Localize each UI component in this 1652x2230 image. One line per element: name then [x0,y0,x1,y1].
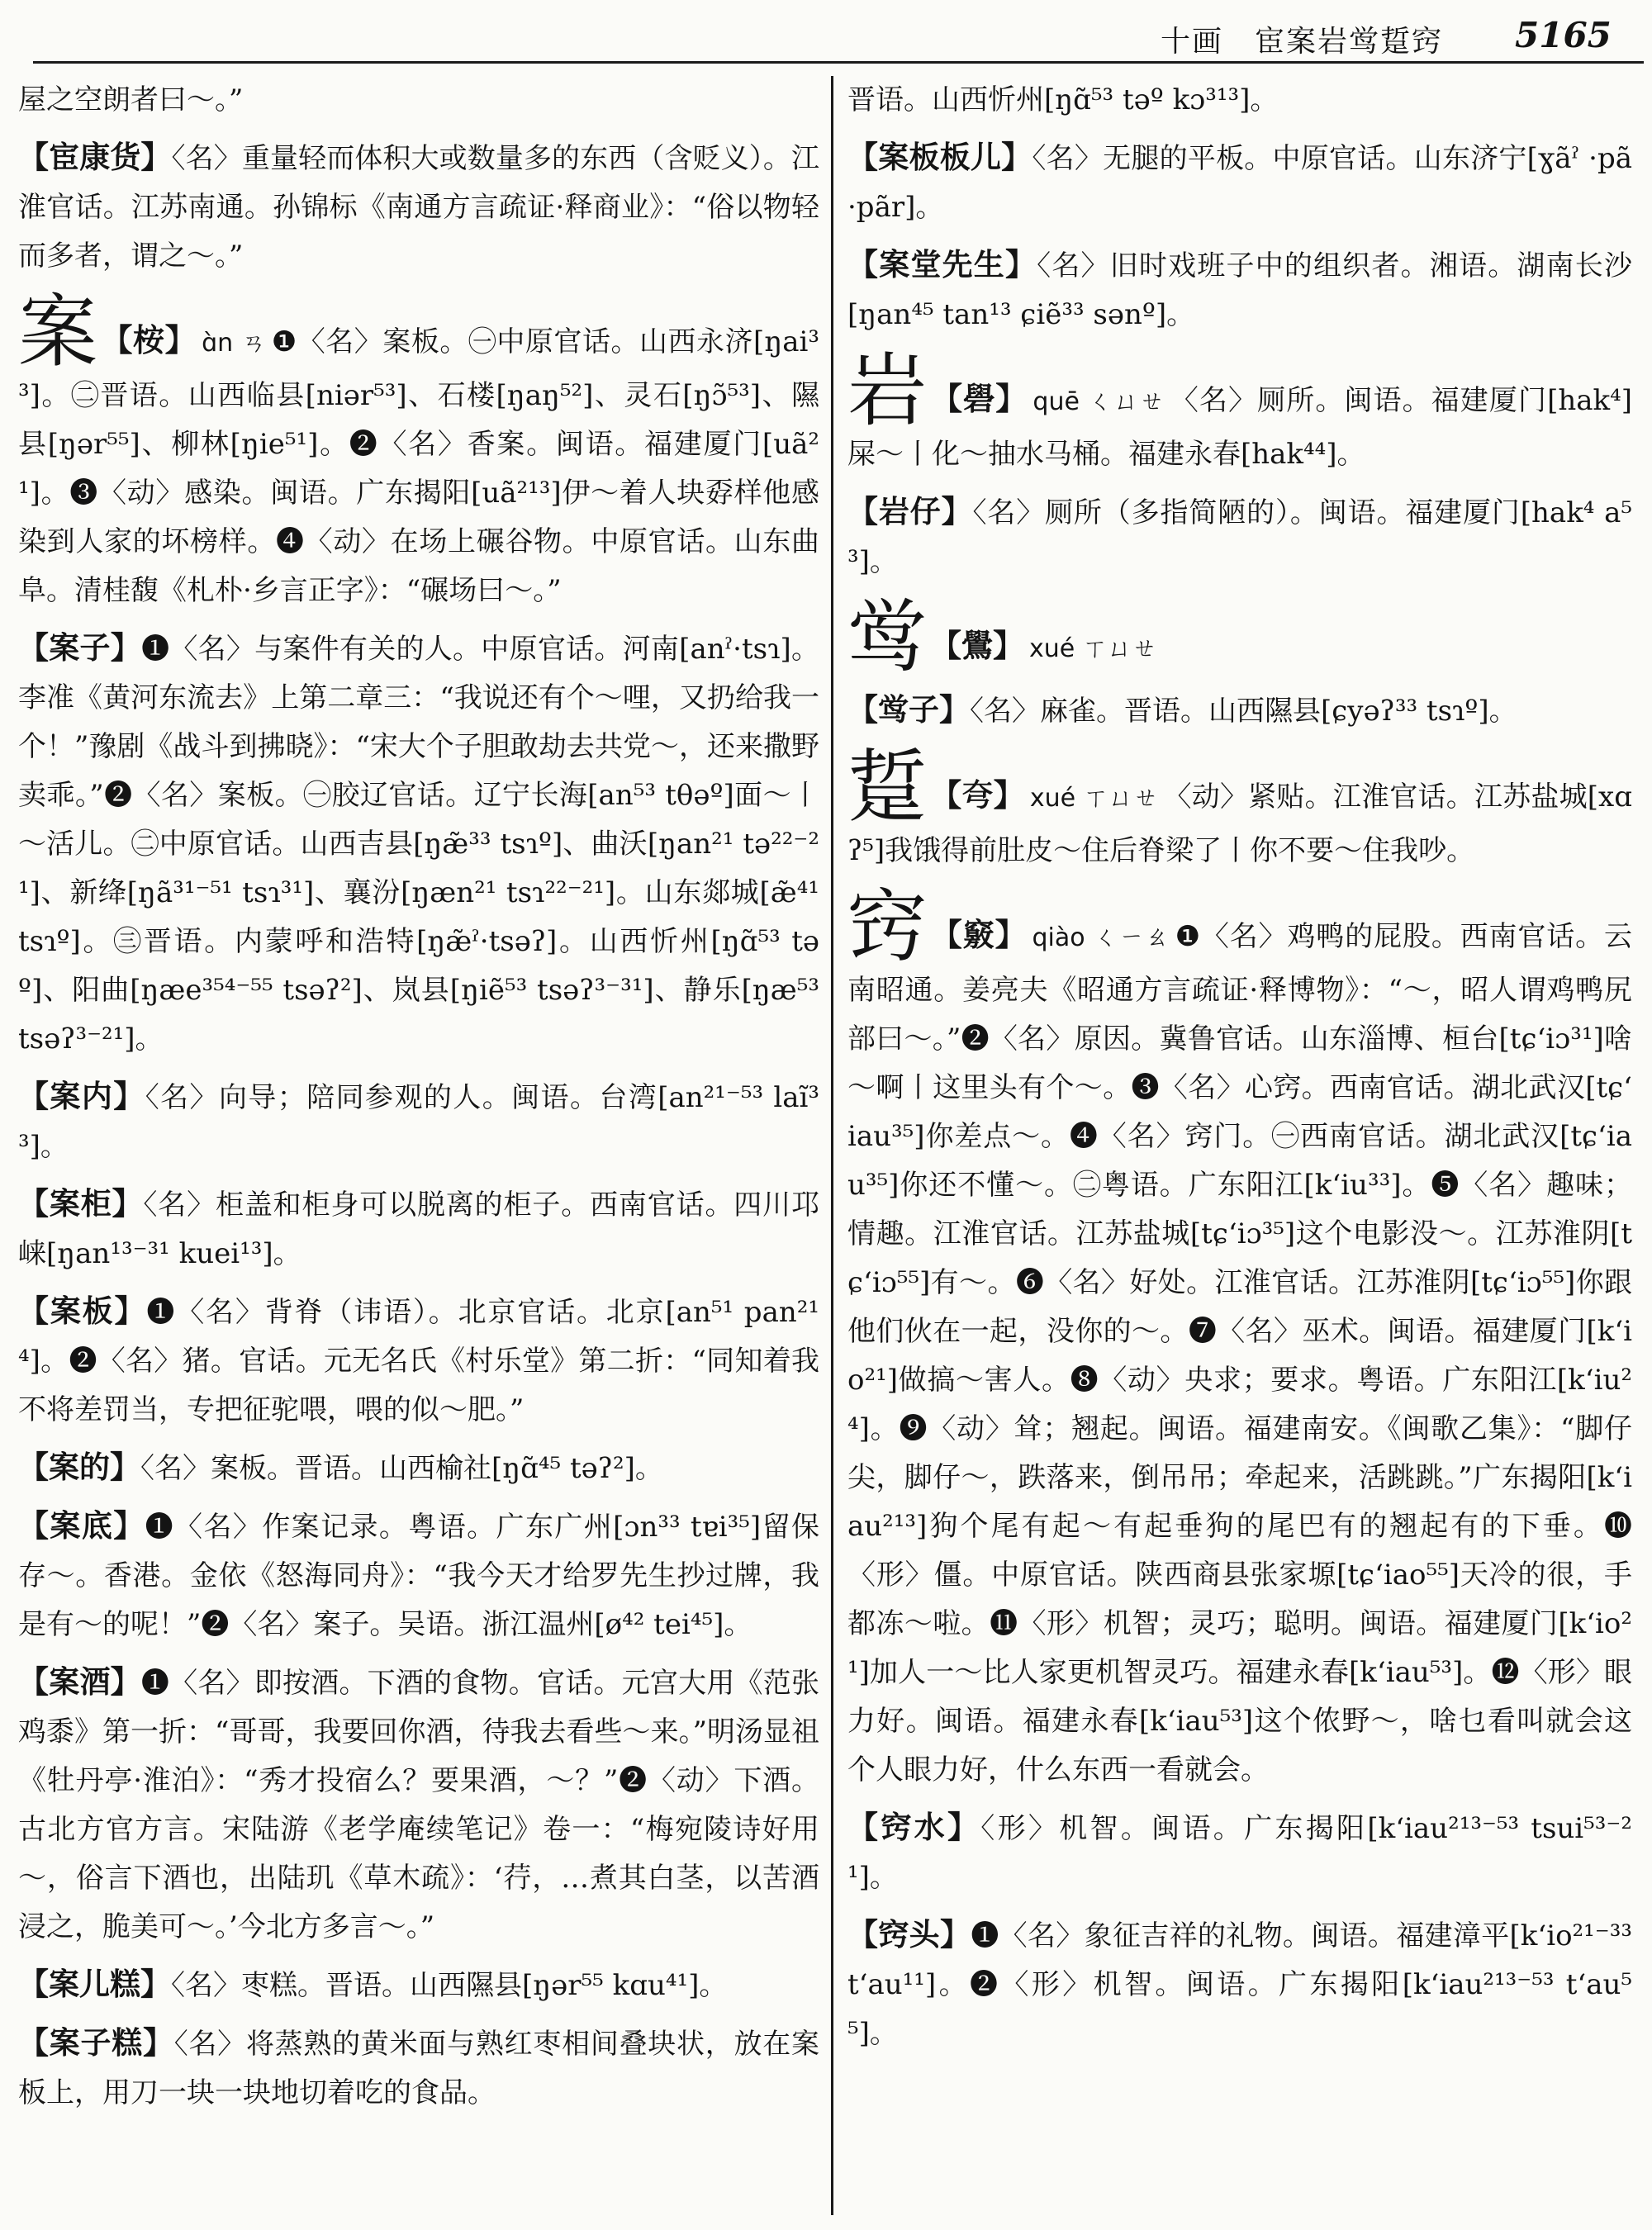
dictionary-entry [18,624,819,1064]
dictionary-entry [18,1072,819,1171]
dictionary-entry [847,1803,1632,1902]
entry-text: 〈名〉将蒸熟的黄米面与熟红枣相间叠块状，放在案板上，用刀一块一块地切着吃的食品。 [18,2028,819,2109]
entry-headword: 【窍水】 [847,1809,981,1845]
dictionary-entry [847,1910,1632,2058]
entry-headword: 【案的】 [18,1449,140,1485]
character-entry [847,591,1632,684]
entry-headword: 【窍头】 [847,1916,971,1952]
dictionary-entry [18,1287,819,1435]
dictionary-entry [18,2019,819,2118]
traditional-form: 【𡗝】 [930,776,1025,814]
entry-headword: 【鸴子】 [847,691,970,728]
traditional-form: 【礐】 [931,380,1028,417]
headword-character: 窍 [847,880,928,973]
entry-text: 〈名〉向导；陪同参观的人。闽语。台湾[an²¹⁻⁵³ laĩ³³]。 [18,1081,819,1163]
dictionary-entry [18,133,819,281]
page-header [0,0,1652,59]
character-entry [18,286,819,615]
entry-text: 〈名〉无腿的平板。中原官话。山东济宁[ɣãˀ ·pã ·pãr]。 [847,142,1632,224]
entry-headword: 【宦康货】 [18,139,172,175]
entry-headword: 【案子】 [18,629,142,666]
headword-character: 案 [18,286,98,378]
dictionary-entry [18,1443,819,1493]
character-entry [847,344,1632,479]
pronunciation: ɑ̀n ㄢ [202,329,267,358]
left-column [18,76,819,2207]
entry-text: ❶〈名〉即按酒。下酒的食物。官话。元宫大用《范张鸡黍》第一折：“哥哥，我要回你酒，待我去看些～来。”明汤显祖《牡丹亭·淮泊》：“秀才投宿么？要果酒，～？”❷〈动〉下酒。古北方官方言。宋陆游《老学庵续笔记》卷一：“梅宛陵诗好用～，俗言下酒也，出陆玑《草木疏》：‘荇，…煮其白茎，以苦酒浸之，脆美可～。’今北方多言～。” [18,1667,819,1943]
entry-text: ❶〈名〉鸡鸭的屁股。西南官话。云南昭通。姜亮夫《昭通方言疏证·释博物》：“～，昭人谓鸡鸭尻部曰～。”❷〈名〉原因。冀鲁官话。山东淄博、桓台[tɕʻiɔ³¹]啥～啊丨这里头有个～。❸〈名〉心窍。西南官话。湖北武汉[tɕʻiau³⁵]你差点～。❹〈名〉窍门。㊀西南官话。湖北武汉[tɕʻiau³⁵]你还不懂～。㊁粤语。广东阳江[kʻiu³³]。❺〈名〉趣味；情趣。江淮官话。江苏盐城[tɕʻiɔ³⁵]这个电影没～。江苏淮阴[tɕʻiɔ⁵⁵]有～。❻〈名〉好处。江淮官话。江苏淮阴[tɕʻiɔ⁵⁵]你跟他们伙在一起，没你的～。❼〈名〉巫术。闽语。福建厦门[kʻio²¹]做搞～害人。❽〈动〉央求；要求。粤语。广东阳江[kʻiu²⁴]。❾〈动〉耸；翘起。闽语。福建南安。《闽歌乙集》：“脚仔尖，脚仔～，跌落来，倒吊吊；牵起来，活跳跳。”广东揭阳[kʻiau²¹³]狗个尾有起～有起垂狗的尾巴有的翘起有的下垂。❿〈形〉僵。中原官话。陕西商县张家塬[tɕʻiao⁵⁵]天冷的很，手都冻～啦。⓫〈形〉机智；灵巧；聪明。闽语。福建厦门[kʻio²¹]加人一～比人家更机智灵巧。福建永春[kʻiau⁵³]。⓬〈形〉眼力好。闽语。福建永春[kʻiau⁵³]这个侬野～，啥乜看叫就会这个人眼力好，什么东西一看就会。 [847,920,1632,1786]
dictionary-entry [18,76,819,125]
character-entry [847,741,1632,875]
entry-headword: 【岩仔】 [847,493,973,529]
dictionary-entry [847,240,1632,339]
headword-character: 岩 [847,344,928,437]
entry-headword: 【案子糕】 [18,2024,174,2061]
entry-headword: 【案儿糕】 [18,1966,171,2002]
pronunciation: qiào ㄑㄧㄠ [1032,923,1170,952]
column-divider [831,76,833,2215]
entry-text: ❶〈名〉案板。㊀中原官话。山西永济[ŋai³³]。㊁晋语。山西临县[niər⁵³]、石楼[ŋaŋ⁵²]、灵石[ŋɔ̃⁵³]、隰县[ŋər⁵⁵]、柳林[ŋie⁵¹]。❷〈名〉香案。闽语。福建厦门[uã²¹]。❸〈动〉感染。闽语。广东揭阳[uã²¹³]伊～着人块孬样他感染到人家的坏榜样。❹〈动〉在场上碾谷物。中原官话。山东曲阜。清桂馥《札朴·乡言正字》：“碾场曰～。” [18,325,819,607]
headword-character: 踅 [847,741,928,833]
entry-text: ❶〈名〉作案记录。粤语。广东广州[ɔn³³ tɐi³⁵]留保存～。香港。金依《怒海同舟》：“我今天才给罗先生抄过牌，我是有～的呢！”❷〈名〉案子。吴语。浙江温州[ø⁴² tei⁴⁵]。 [18,1511,819,1641]
headword-character: 鸴 [847,591,927,684]
entry-text: 〈名〉柜盖和柜身可以脱离的柜子。西南官话。四川邛崃[ŋan¹³⁻³¹ kuei¹³]。 [18,1189,819,1270]
entry-text: 〈名〉旧时戏班子中的组织者。湘语。湖南长沙[ŋan⁴⁵ tan¹³ ɕiẽ³³ sənº]。 [847,249,1632,331]
header-rule [33,61,1644,64]
entry-headword: 【案内】 [18,1078,145,1114]
dictionary-entry [847,76,1632,125]
dictionary-entry [847,133,1632,232]
pronunciation: xué ㄒㄩㄝ [1029,634,1157,663]
traditional-form: 【竅】 [930,916,1028,953]
entry-headword: 【案堂先生】 [847,246,1037,282]
traditional-form: 【鷽】 [930,627,1025,664]
traditional-form: 【桉】 [101,321,197,358]
entry-text: 〈名〉厕所。闽语。福建厦门[hak⁴]屎～丨化～抽水马桶。福建永春[hak⁴⁴]。 [847,384,1632,471]
entry-text: ❶〈名〉背脊（讳语）。北京官话。北京[an⁵¹ pan²¹⁴]。❷〈名〉猪。官话。元无名氏《村乐堂》第二折：“同知着我不将差罚当，专把征驼喂，喂的似～肥。” [18,1296,819,1426]
dictionary-entry [18,1960,819,2010]
character-entry [847,880,1632,1795]
dictionary-entry [18,1502,819,1649]
entry-headword: 【案板】 [18,1293,147,1329]
pronunciation: quē ㄑㄩㄝ [1032,387,1165,416]
entry-text: ❶〈名〉与案件有关的人。中原官话。河南[anˀ·tsɿ]。李准《黄河东流去》上第二章三：“我说还有个～哩，又扔给我一个！”豫剧《战斗到拂晓》：“宋大个子胆敢劫去共党～，还来撒野卖乖。”❷〈名〉案板。㊀胶辽官话。辽宁长海[an⁵³ tθəº]面～丨～活儿。㊁中原官话。山西吉县[ŋæ̃³³ tsɿº]、曲沃[ŋan²¹ tə²²⁻²¹]、新绛[ŋã³¹⁻⁵¹ tsɿ³¹]、襄汾[ŋæn²¹ tsɿ²²⁻²¹]。山东郯城[æ̃⁴¹ tsɿº]。㊂晋语。内蒙呼和浩特[ŋæ̃ˀ·tsəʔ]。山西忻州[ŋɑ̃⁵³ təº]、阳曲[ŋæe³⁵⁴⁻⁵⁵ tsəʔ²]、岚县[ŋiẽ⁵³ tsəʔ³⁻³¹]、静乐[ŋæ⁵³ tsəʔ³⁻²¹]。 [18,633,819,1056]
entry-headword: 【案柜】 [18,1185,144,1222]
entry-text: ❶〈名〉象征吉祥的礼物。闽语。福建漳平[kʻio²¹⁻³³ tʻau¹¹]。❷〈形〉机智。闽语。广东揭阳[kʻiau²¹³⁻⁵³ tʻau⁵⁵]。 [847,1919,1632,2050]
dictionary-entry [18,1179,819,1279]
pronunciation: xué ㄒㄩㄝ [1029,784,1159,813]
entry-text: 〈名〉重量轻而体积大或数量多的东西（含贬义）。江淮官话。江苏南通。孙锦标《南通方言疏证·释商业》：“俗以物轻而多者，谓之～。” [18,142,819,273]
entry-text: 〈名〉厕所（多指简陋的）。闽语。福建厦门[hak⁴ a⁵³]。 [847,496,1632,578]
entry-text: 晋语。山西忻州[ŋɑ̃⁵³ təº kɔ³¹³]。 [847,83,1279,116]
entry-text: 〈名〉麻雀。晋语。山西隰县[ɕyəʔ³³ tsɿº]。 [970,695,1517,728]
entry-text: 〈名〉案板。晋语。山西榆社[ŋɑ̃⁴⁵ təʔ²]。 [140,1452,663,1485]
entry-text: 屋之空朗者曰～。” [18,83,244,116]
right-column [847,76,1632,2207]
dictionary-entry [847,686,1632,736]
entry-headword: 【案酒】 [18,1663,141,1700]
page-number: 5165 [1515,15,1612,55]
entry-text: 〈形〉机智。闽语。广东揭阳[kʻiau²¹³⁻⁵³ tsui⁵³⁻²¹]。 [847,1812,1632,1894]
dictionary-entry [847,487,1632,586]
entry-headword: 【案底】 [18,1507,145,1544]
dictionary-entry [18,1658,819,1952]
entry-text: 〈名〉枣糕。晋语。山西隰县[ŋər⁵⁵ kɑu⁴¹]。 [171,1969,728,2002]
running-head: 十画 宦案岩鸴踅窍 [1161,25,1444,59]
entry-text: 〈动〉紧贴。江淮官话。江苏盐城[xɑʔ⁵]我饿得前肚皮～住后脊梁了丨你不要～住我吵。 [847,780,1632,867]
entry-headword: 【案板板儿】 [847,139,1032,175]
